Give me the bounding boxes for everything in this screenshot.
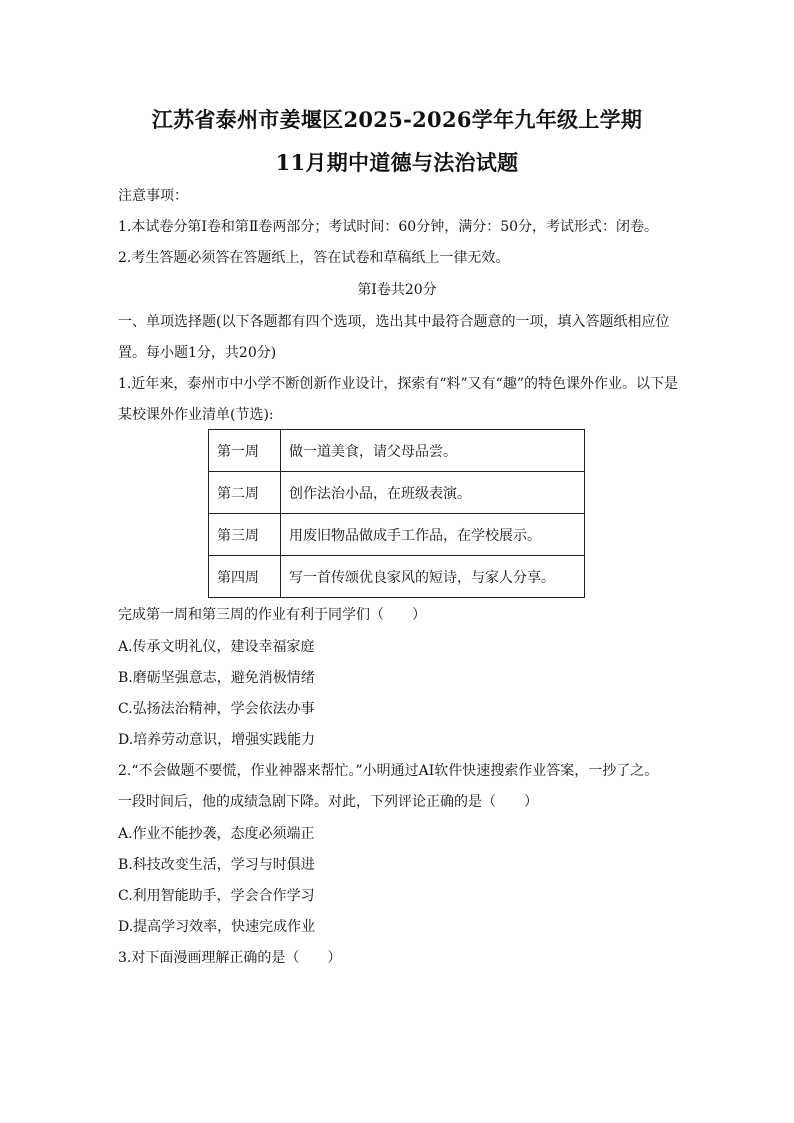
- volume-title: 第Ⅰ卷共20分: [357, 282, 437, 298]
- homework-table: [208, 429, 585, 598]
- week-cell: 第三周: [209, 514, 281, 556]
- question-2-option-a: A.作业不能抄袭，态度必须端正: [118, 826, 315, 842]
- question-2-stem-line2: 一段时间后，他的成绩急剧下降。对此，下列评论正确的是（ ）: [118, 794, 538, 810]
- question-2-stem-line1: 2.“不会做题不要慌，作业神器来帮忙。”小明通过AI软件快速搜索作业答案，一抄了之。: [118, 763, 659, 779]
- question-1-option-c: C.弘扬法治精神，学会依法办事: [118, 701, 315, 717]
- week-cell: 第二周: [209, 472, 281, 514]
- week-cell: 第四周: [209, 556, 281, 598]
- question-2-option-d: D.提高学习效率，快速完成作业: [118, 919, 316, 935]
- task-cell: 创作法治小品，在班级表演。: [281, 472, 585, 514]
- question-1-option-b: B.磨砺坚强意志，避免消极情绪: [118, 670, 315, 686]
- question-1-option-d: D.培养劳动意识，增强实践能力: [118, 732, 316, 748]
- task-cell: 写一首传颂优良家风的短诗，与家人分享。: [281, 556, 585, 598]
- table-row: [209, 430, 585, 472]
- notice-heading: 注意事项：: [118, 188, 188, 204]
- question-2-option-b: B.科技改变生活，学习与时俱进: [118, 857, 315, 873]
- question-3-stem: 3.对下面漫画理解正确的是（ ）: [118, 950, 342, 966]
- question-2-option-c: C.利用智能助手，学会合作学习: [118, 888, 315, 904]
- exam-title-line2: 11月期中道德与法治试题: [275, 150, 519, 175]
- notice-item-2: 2.考生答题必须答在答题纸上，答在试卷和草稿纸上一律无效。: [118, 250, 510, 266]
- table-row: [209, 556, 585, 598]
- question-1-option-a: A.传承文明礼仪，建设幸福家庭: [118, 639, 315, 655]
- task-cell: 做一道美食，请父母品尝。: [281, 430, 585, 472]
- question-1-prompt: 完成第一周和第三周的作业有利于同学们（ ）: [118, 607, 426, 623]
- exam-title-line1: 江苏省泰州市姜堰区2025-2026学年九年级上学期: [151, 107, 643, 132]
- section-instruction-line1: 一、单项选择题(以下各题都有四个选项，选出其中最符合题意的一项，填入答题纸相应位: [118, 314, 670, 330]
- week-cell: 第一周: [209, 430, 281, 472]
- section-instruction-line2: 置。每小题1分，共20分): [118, 345, 277, 361]
- question-1-stem-line2: 某校课外作业清单(节选):: [118, 407, 274, 423]
- table-row: [209, 514, 585, 556]
- task-cell: 用废旧物品做成手工作品，在学校展示。: [281, 514, 585, 556]
- question-1-stem-line1: 1.近年来，泰州市中小学不断创新作业设计，探索有“料”又有“趣”的特色课外作业。以下是: [118, 376, 678, 392]
- notice-item-1: 1.本试卷分第Ⅰ卷和第Ⅱ卷两部分；考试时间：60分钟，满分：50分，考试形式：闭卷。: [118, 219, 659, 235]
- table-row: [209, 472, 585, 514]
